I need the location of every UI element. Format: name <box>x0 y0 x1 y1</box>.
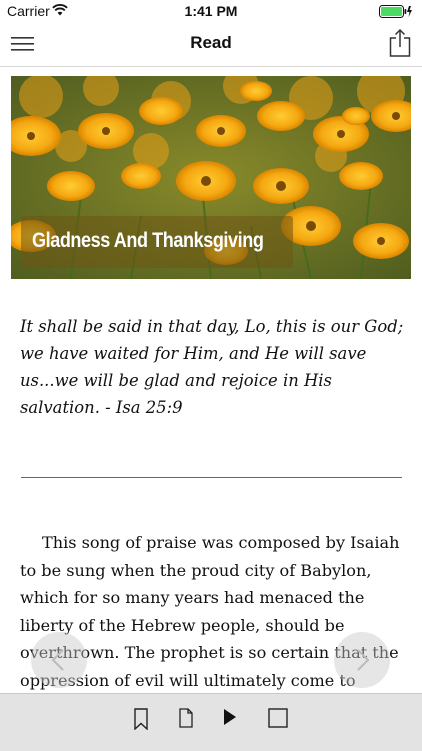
share-icon[interactable] <box>388 28 412 58</box>
hero-caption <box>21 216 293 268</box>
bookmark-icon[interactable] <box>134 708 148 730</box>
scripture-verse: It shall be said in that day, Lo, this is our God; we have waited for Him, and He will save us...we will be glad and rejoice in His salvation. - Isa 25:9 <box>20 317 404 417</box>
play-icon[interactable] <box>223 708 237 726</box>
document-icon[interactable] <box>179 708 193 728</box>
devotional-body: This song of praise was composed by Isaiah to be sung when the proud city of Babylon, which for so many years had menaced the liberty of the Hebrew people, should be overthrown. The prophet is so certain that the oppression of evil will ultimately come to <box>20 533 400 690</box>
chevron-left-icon <box>49 648 69 672</box>
battery-icon <box>379 5 413 18</box>
status-bar <box>0 0 422 22</box>
status-time: 1:41 PM <box>184 3 238 19</box>
next-page-button[interactable] <box>334 632 390 688</box>
bottom-toolbar <box>0 693 422 751</box>
previous-page-button[interactable] <box>31 632 87 688</box>
chevron-right-icon <box>352 648 372 672</box>
hero-caption-text: Gladness And Thanksgiving <box>32 229 264 252</box>
stop-icon[interactable] <box>268 708 288 728</box>
carrier-label: Carrier <box>7 3 50 19</box>
page-title: Read <box>190 33 232 52</box>
navigation-bar <box>0 22 422 67</box>
divider <box>21 477 402 478</box>
hero-image <box>11 76 411 279</box>
